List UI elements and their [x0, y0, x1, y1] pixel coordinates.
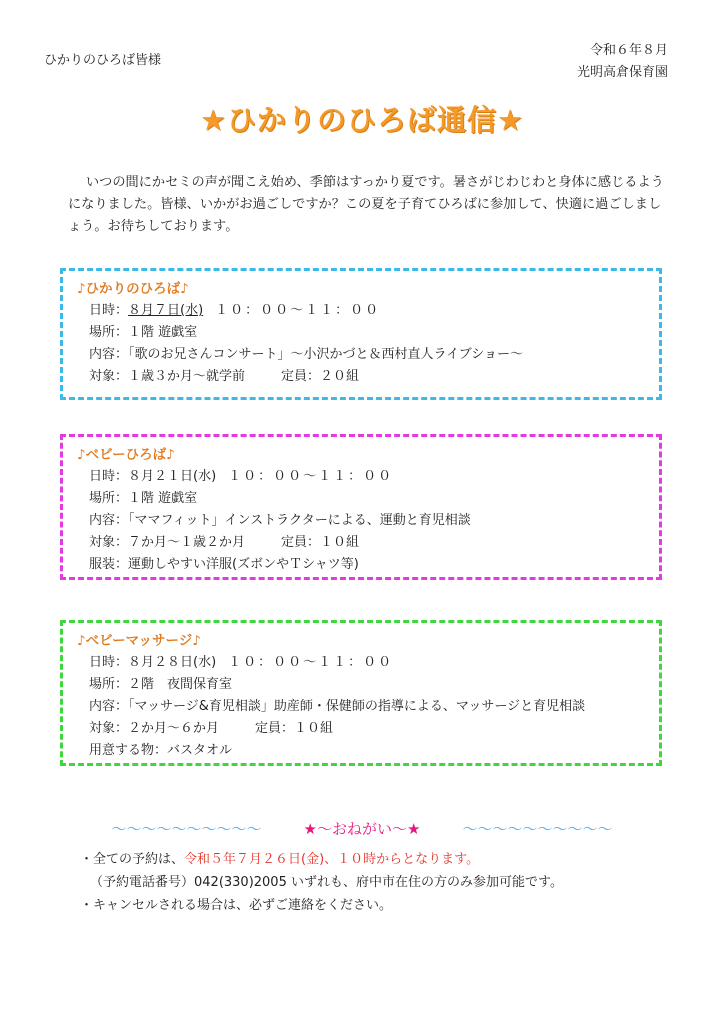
intro-paragraph: いつの間にかセミの声が聞こえ始め、季節はすっかり夏です。暑さがじわじわと身体に感じるようになりました。皆様、いかがお過ごしですか？この夏を子育てひろばに参加して、快適に過ごしましょう。お待ちしております。: [68, 175, 664, 234]
onegai-title: ★～おねがい～★: [303, 820, 421, 838]
event-content: 内容：「歌のお兄さんコンサート」～小沢かづと＆西村直人ライブショー～: [89, 347, 523, 362]
event-time: １０：００～１１：００: [215, 303, 381, 318]
event-place: 場所：２階 夜間保育室: [89, 677, 233, 692]
event-content: 内容：「ママフィット」インストラクターによる、運動と育児相談: [89, 513, 471, 528]
capacity-text: 定員：２０組: [281, 369, 360, 384]
note-reservation: [80, 848, 563, 871]
note-reservation-date: 令和５年７月２６日(金)、１０時からとなります。: [184, 852, 480, 867]
event-datetime: [77, 300, 647, 322]
date-block: [577, 40, 668, 84]
event-date: ８月７日(水): [128, 303, 204, 318]
notes-list: [80, 848, 563, 917]
note-reservation-prefix: ・全ての予約は、: [80, 852, 185, 867]
onegai-heading: [0, 818, 724, 839]
capacity-text: 定員：１０組: [281, 535, 360, 550]
event-title: ♪ベビーマッサージ♪: [77, 633, 201, 649]
organization-name: 光明高倉保育園: [576, 65, 668, 80]
event-content: 内容：「マッサージ&育児相談」助産師・保健師の指導による、マッサージと育児相談: [89, 699, 586, 714]
newsletter-title: ★ひかりのひろば通信★: [200, 103, 524, 137]
target-text: 対象：１歳３か月～就学前: [89, 369, 246, 384]
date-label: 日時：: [89, 303, 129, 318]
event-time: １０：００～１１：００: [228, 469, 394, 484]
wave-decoration-right: ～～～～～～～～～～: [462, 820, 613, 838]
event-bring-items: 用意する物：バスタオル: [89, 743, 233, 758]
event-place: 場所：１階 遊戯室: [89, 325, 198, 340]
addressee: ひかりのひろば皆様: [44, 53, 162, 68]
date-label: 日時：: [89, 655, 129, 670]
capacity-text: 定員：１０組: [255, 721, 334, 736]
event-target: [77, 366, 647, 388]
event-time: １０：００～１１：００: [228, 655, 394, 670]
date-label: 日時：: [89, 469, 129, 484]
event-title: ♪ひかりのひろば♪: [77, 281, 189, 297]
event-clothing: 服装：運動しやすい洋服(ズボンやＴシャツ等): [89, 557, 359, 572]
event-datetime: [77, 466, 647, 488]
event-target: [77, 532, 647, 554]
event-box-baby-massage: [60, 620, 662, 766]
target-text: 対象：７か月～１歳２か月: [89, 535, 246, 550]
event-box-baby-hiroba: [60, 434, 662, 580]
issue-date: 令和６年８月: [589, 43, 668, 58]
note-phone: （予約電話番号）042(330)2005 いずれも、府中市在住の方のみ参加可能です。: [90, 875, 563, 890]
target-text: 対象：２か月～６か月: [89, 721, 220, 736]
event-datetime: [77, 652, 647, 674]
event-place: 場所：１階 遊戯室: [89, 491, 198, 506]
event-box-hikari: [60, 268, 662, 400]
event-date: ８月２８日(水): [128, 655, 217, 670]
event-target: [77, 718, 647, 740]
event-date: ８月２１日(水): [128, 469, 217, 484]
wave-decoration-left: ～～～～～～～～～～: [111, 820, 262, 838]
event-title: ♪ベビーひろば♪: [77, 447, 175, 463]
note-cancel: ・キャンセルされる場合は、必ずご連絡をください。: [80, 898, 393, 913]
